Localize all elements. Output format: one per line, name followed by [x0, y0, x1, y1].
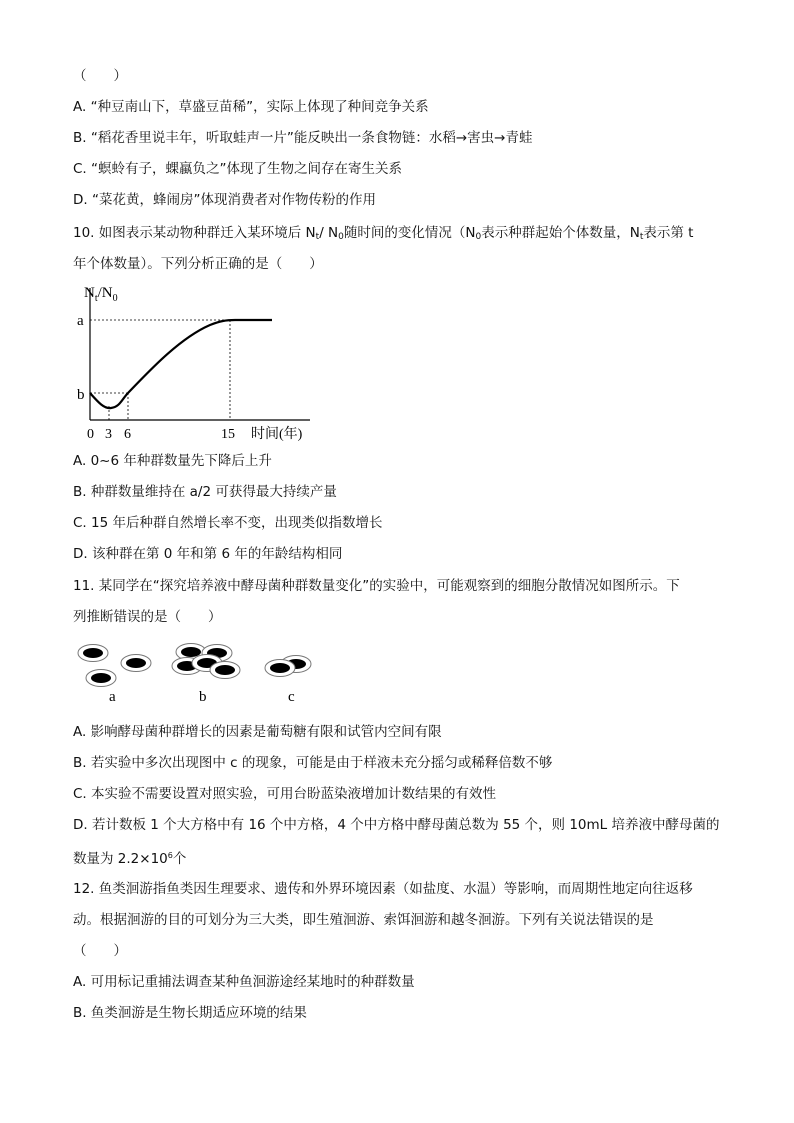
q11-stem-line1: 11. 某同学在“探究培养液中酵母菌种群数量变化”的实验中，可能观察到的细胞分散情况如图所示。下 [73, 578, 680, 594]
q9-option-b[interactable]: B. “稻花香里说丰年，听取蛙声一片”能反映出一条食物链：水稻→害虫→青蛙 [73, 130, 533, 146]
q11-option-b[interactable]: B. 若实验中多次出现图中 c 的现象，可能是由于样液未充分摇匀或稀释倍数不够 [73, 755, 553, 771]
q9-option-d[interactable]: D. “菜花黄，蜂闹房”体现消费者对作物传粉的作用 [73, 192, 376, 208]
x-tick-3: 3 [105, 427, 112, 442]
q9-option-a[interactable]: A. “种豆南山下，草盛豆苗稀”，实际上体现了种间竞争关系 [73, 99, 429, 115]
yeast-cell [265, 660, 295, 677]
q12-stem-line2: 动。根据洄游的目的可划分为三大类，即生殖洄游、索饵洄游和越冬洄游。下列有关说法错误的是 [73, 912, 654, 928]
population-curve-chart [70, 278, 320, 444]
q11-option-c[interactable]: C. 本实验不需要设置对照实验，可用台盼蓝染液增加计数结果的有效性 [73, 786, 497, 802]
q11-option-d-line2[interactable]: 数量为 $2.2\times 10^6$个 [73, 851, 187, 867]
q10-stem-line1: 10. 如图表示某动物种群迁入某环境后 $N_t/$ $N_0$随时间的变化情况（$N_0$表示种群起始个体数量，$N_t$表示第 t [73, 225, 694, 242]
q10-option-a[interactable]: A. 0~6 年种群数量先下降后上升 [73, 453, 272, 469]
q9-option-c[interactable]: C. “螟蛉有子，蜾蠃负之”体现了生物之间存在寄生关系 [73, 161, 402, 177]
q10-option-c[interactable]: C. 15 年后种群自然增长率不变，出现类似指数增长 [73, 515, 383, 531]
q12-option-a[interactable]: A. 可用标记重捕法调查某种鱼洄游途经某地时的种群数量 [73, 974, 415, 990]
y-axis-label: $N_t/N_0$ [84, 285, 118, 304]
q12-stem-line1: 12. 鱼类洄游指鱼类因生理要求、遗传和外界环境因素（如盐度、水温）等影响，而周期性地定向往返移 [73, 881, 693, 897]
q10-option-b[interactable]: B. 种群数量维持在 a/2 可获得最大持续产量 [73, 484, 337, 500]
q11-option-a[interactable]: A. 影响酵母菌种群增长的因素是葡萄糖有限和试管内空间有限 [73, 724, 442, 740]
q10-option-d[interactable]: D. 该种群在第 0 年和第 6 年的年龄结构相同 [73, 546, 343, 562]
yeast-cell-figure [70, 638, 330, 706]
x-axis-label: 时间(年) [251, 427, 303, 442]
y-tick-b: b [77, 387, 85, 403]
x-tick-15: 15 [221, 427, 235, 442]
figure-label-a: a [109, 689, 116, 705]
q11-option-d-line1[interactable]: D. 若计数板 1 个大方格中有 16 个中方格，4 个中方格中酵母菌总数为 55 个，则 10mL 培养液中酵母菌的 [73, 817, 720, 833]
yeast-cell [78, 645, 108, 662]
population-curve [90, 320, 272, 408]
yeast-cell [210, 662, 240, 679]
x-tick-6: 6 [124, 427, 131, 442]
q11-stem-line2: 列推断错误的是（ ） [73, 609, 222, 625]
q12-option-b[interactable]: B. 鱼类洄游是生物长期适应环境的结果 [73, 1005, 307, 1021]
q9-paren: （ ） [73, 68, 127, 84]
figure-label-b: b [199, 689, 207, 705]
x-tick-0: 0 [87, 427, 94, 442]
q10-stem-line2: 年个体数量）。下列分析正确的是（ ） [73, 256, 323, 272]
yeast-cell [121, 655, 151, 672]
figure-label-c: c [288, 689, 295, 705]
yeast-cell [86, 670, 116, 687]
q12-paren: （ ） [73, 943, 127, 959]
y-tick-a: a [77, 313, 84, 329]
